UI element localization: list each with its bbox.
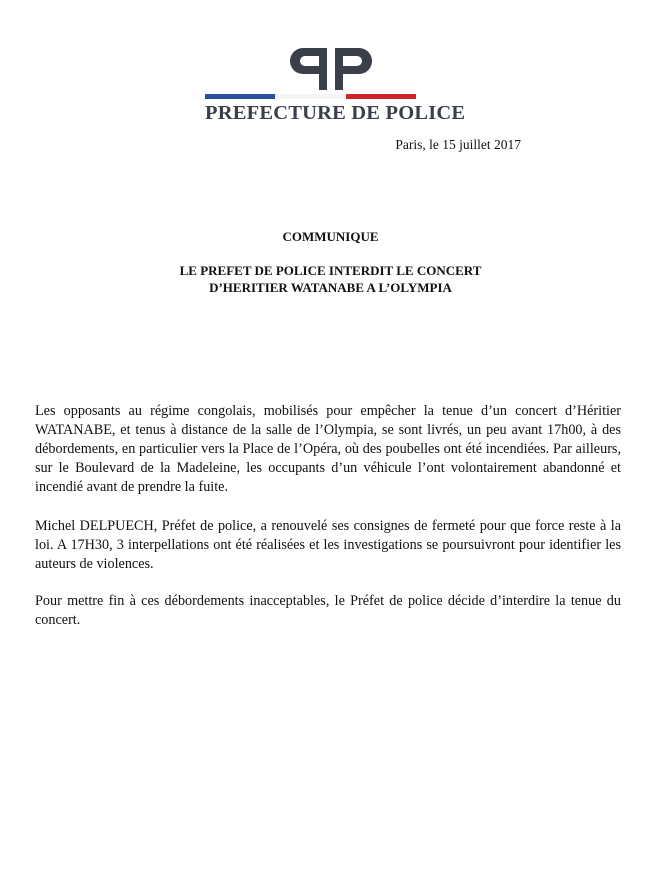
headline-line-1: LE PREFET DE POLICE INTERDIT LE CONCERT <box>179 263 482 278</box>
tricolor-band <box>205 94 416 99</box>
pp-monogram-icon <box>275 42 391 90</box>
paragraph-2: Michel DELPUECH, Préfet de police, a renouvelé ses consignes de fermeté pour que force reste à la loi. A 17H30, 3 interpellations ont été réalisées et les investigations se poursuivront pour identifier les auteurs de violences. <box>35 518 621 572</box>
headline-line-2: D’HERITIER WATANABE A L’OLYMPIA <box>209 280 452 295</box>
flag-red-stripe <box>346 94 416 99</box>
paragraph-3: Pour mettre fin à ces débordements inacceptables, le Préfet de police décide d’interdire la tenue du concert. <box>35 593 621 628</box>
prefecture-logo <box>205 42 466 132</box>
date-line: Paris, le 15 juillet 2017 <box>395 137 521 152</box>
paragraph-1: Les opposants au régime congolais, mobilisés pour empêcher la tenue d’un concert d’Héritier WATANABE, et tenus à distance de la salle de l’Olympia, se sont livrés, un peu avant 17h00, à des débordements, en particulier vers la Place de l’Opéra, où des poubelles ont été incendiées. Par ailleurs, sur le Boulevard de la Madeleine, les occupants d’un véhicule l’ont volontairement abandonné et incendié avant de prendre la fuite. <box>35 403 621 495</box>
document-type-heading: COMMUNIQUE <box>282 229 379 244</box>
flag-blue-stripe <box>205 94 275 99</box>
logo-wordmark: PREFECTURE DE POLICE <box>205 102 466 124</box>
flag-white-stripe <box>275 94 345 99</box>
